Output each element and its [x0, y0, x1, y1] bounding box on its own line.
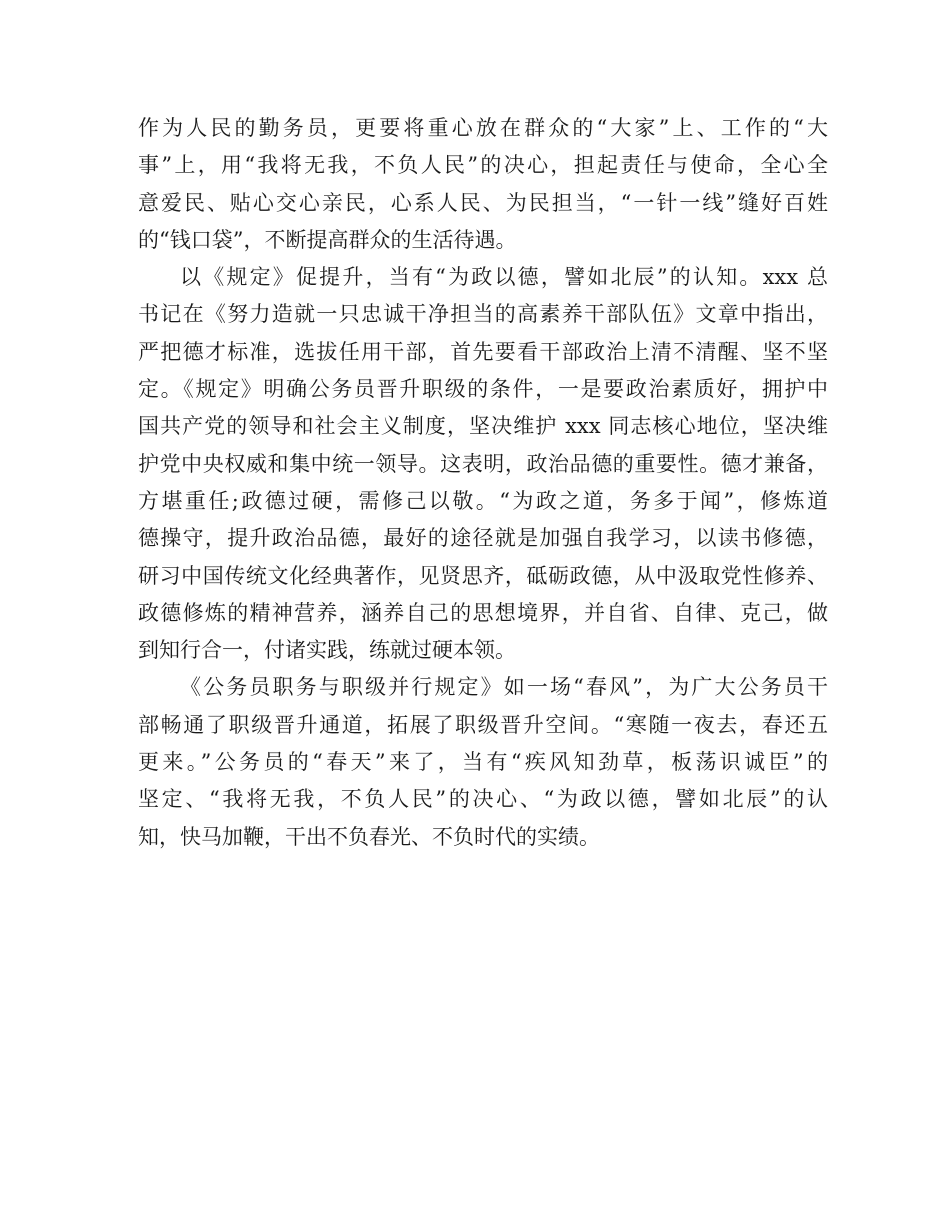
- paragraph-line: 知，快马加鞭，干出不负春光、不负时代的实绩。: [138, 824, 600, 849]
- paragraph-line: 作为人民的勤务员，更要将重心放在群众的“大家”上、工作的“大: [138, 116, 828, 140]
- paragraph-line: 护党中央权威和集中统一领导。这表明，政治品德的重要性。德才兼备，: [138, 451, 828, 476]
- paragraph-line: 到知行合一，付诸实践，练就过硬本领。: [138, 638, 516, 663]
- paragraph-line: 部畅通了职级晋升通道，拓展了职级晋升空间。“寒随一夜去，春还五: [138, 712, 828, 737]
- paragraph-3: [138, 669, 828, 855]
- paragraph-line: 政德修炼的精神营养，涵养自己的思想境界，并自省、自律、克己，做: [138, 600, 828, 625]
- paragraph-line: 严把德才标准，选拔任用干部，首先要看干部政治上清不清醒、坚不坚: [138, 339, 828, 364]
- paragraph-line: 德操守，提升政治品德，最好的途径就是加强自我学习，以读书修德，: [138, 526, 828, 551]
- paragraph-line: 的“钱口袋”，不断提高群众的生活待遇。: [138, 227, 517, 252]
- paragraph-2: [138, 259, 828, 669]
- paragraph-line: 更来。”公务员的“春天”来了，当有“疾风知劲草，板荡识诚臣”的: [138, 750, 828, 775]
- paragraph-line: 意爱民、贴心交心亲民，心系人民、为民担当，“一针一线”缝好百姓: [138, 190, 828, 215]
- paragraph-1: [138, 110, 828, 259]
- paragraph-line: 《公务员职务与职级并行规定》如一场“春风”，为广大公务员干: [180, 675, 828, 700]
- paragraph-line: 国共产党的领导和社会主义制度，坚决维护 xxx 同志核心地位，坚决维: [138, 414, 828, 439]
- paragraph-line: 研习中国传统文化经典著作，见贤思齐，砥砺政德，从中汲取党性修养、: [138, 563, 828, 588]
- paragraph-line: 定。《规定》明确公务员晋升职级的条件，一是要政治素质好，拥护中: [138, 377, 828, 402]
- paragraph-line: 以《规定》促提升，当有“为政以德，譬如北辰”的认知。xxx 总: [180, 265, 828, 290]
- paragraph-line: 方堪重任;政德过硬，需修己以敬。“为政之道，务多于闻”，修炼道: [138, 488, 828, 513]
- paragraph-line: 事”上，用“我将无我，不负人民”的决心，担起责任与使命，全心全: [138, 153, 828, 178]
- paragraph-line: 书记在《努力造就一只忠诚干净担当的高素养干部队伍》文章中指出，: [138, 302, 828, 327]
- document-body: [138, 110, 828, 856]
- paragraph-line: 坚定、“我将无我，不负人民”的决心、“为政以德，譬如北辰”的认: [138, 787, 828, 812]
